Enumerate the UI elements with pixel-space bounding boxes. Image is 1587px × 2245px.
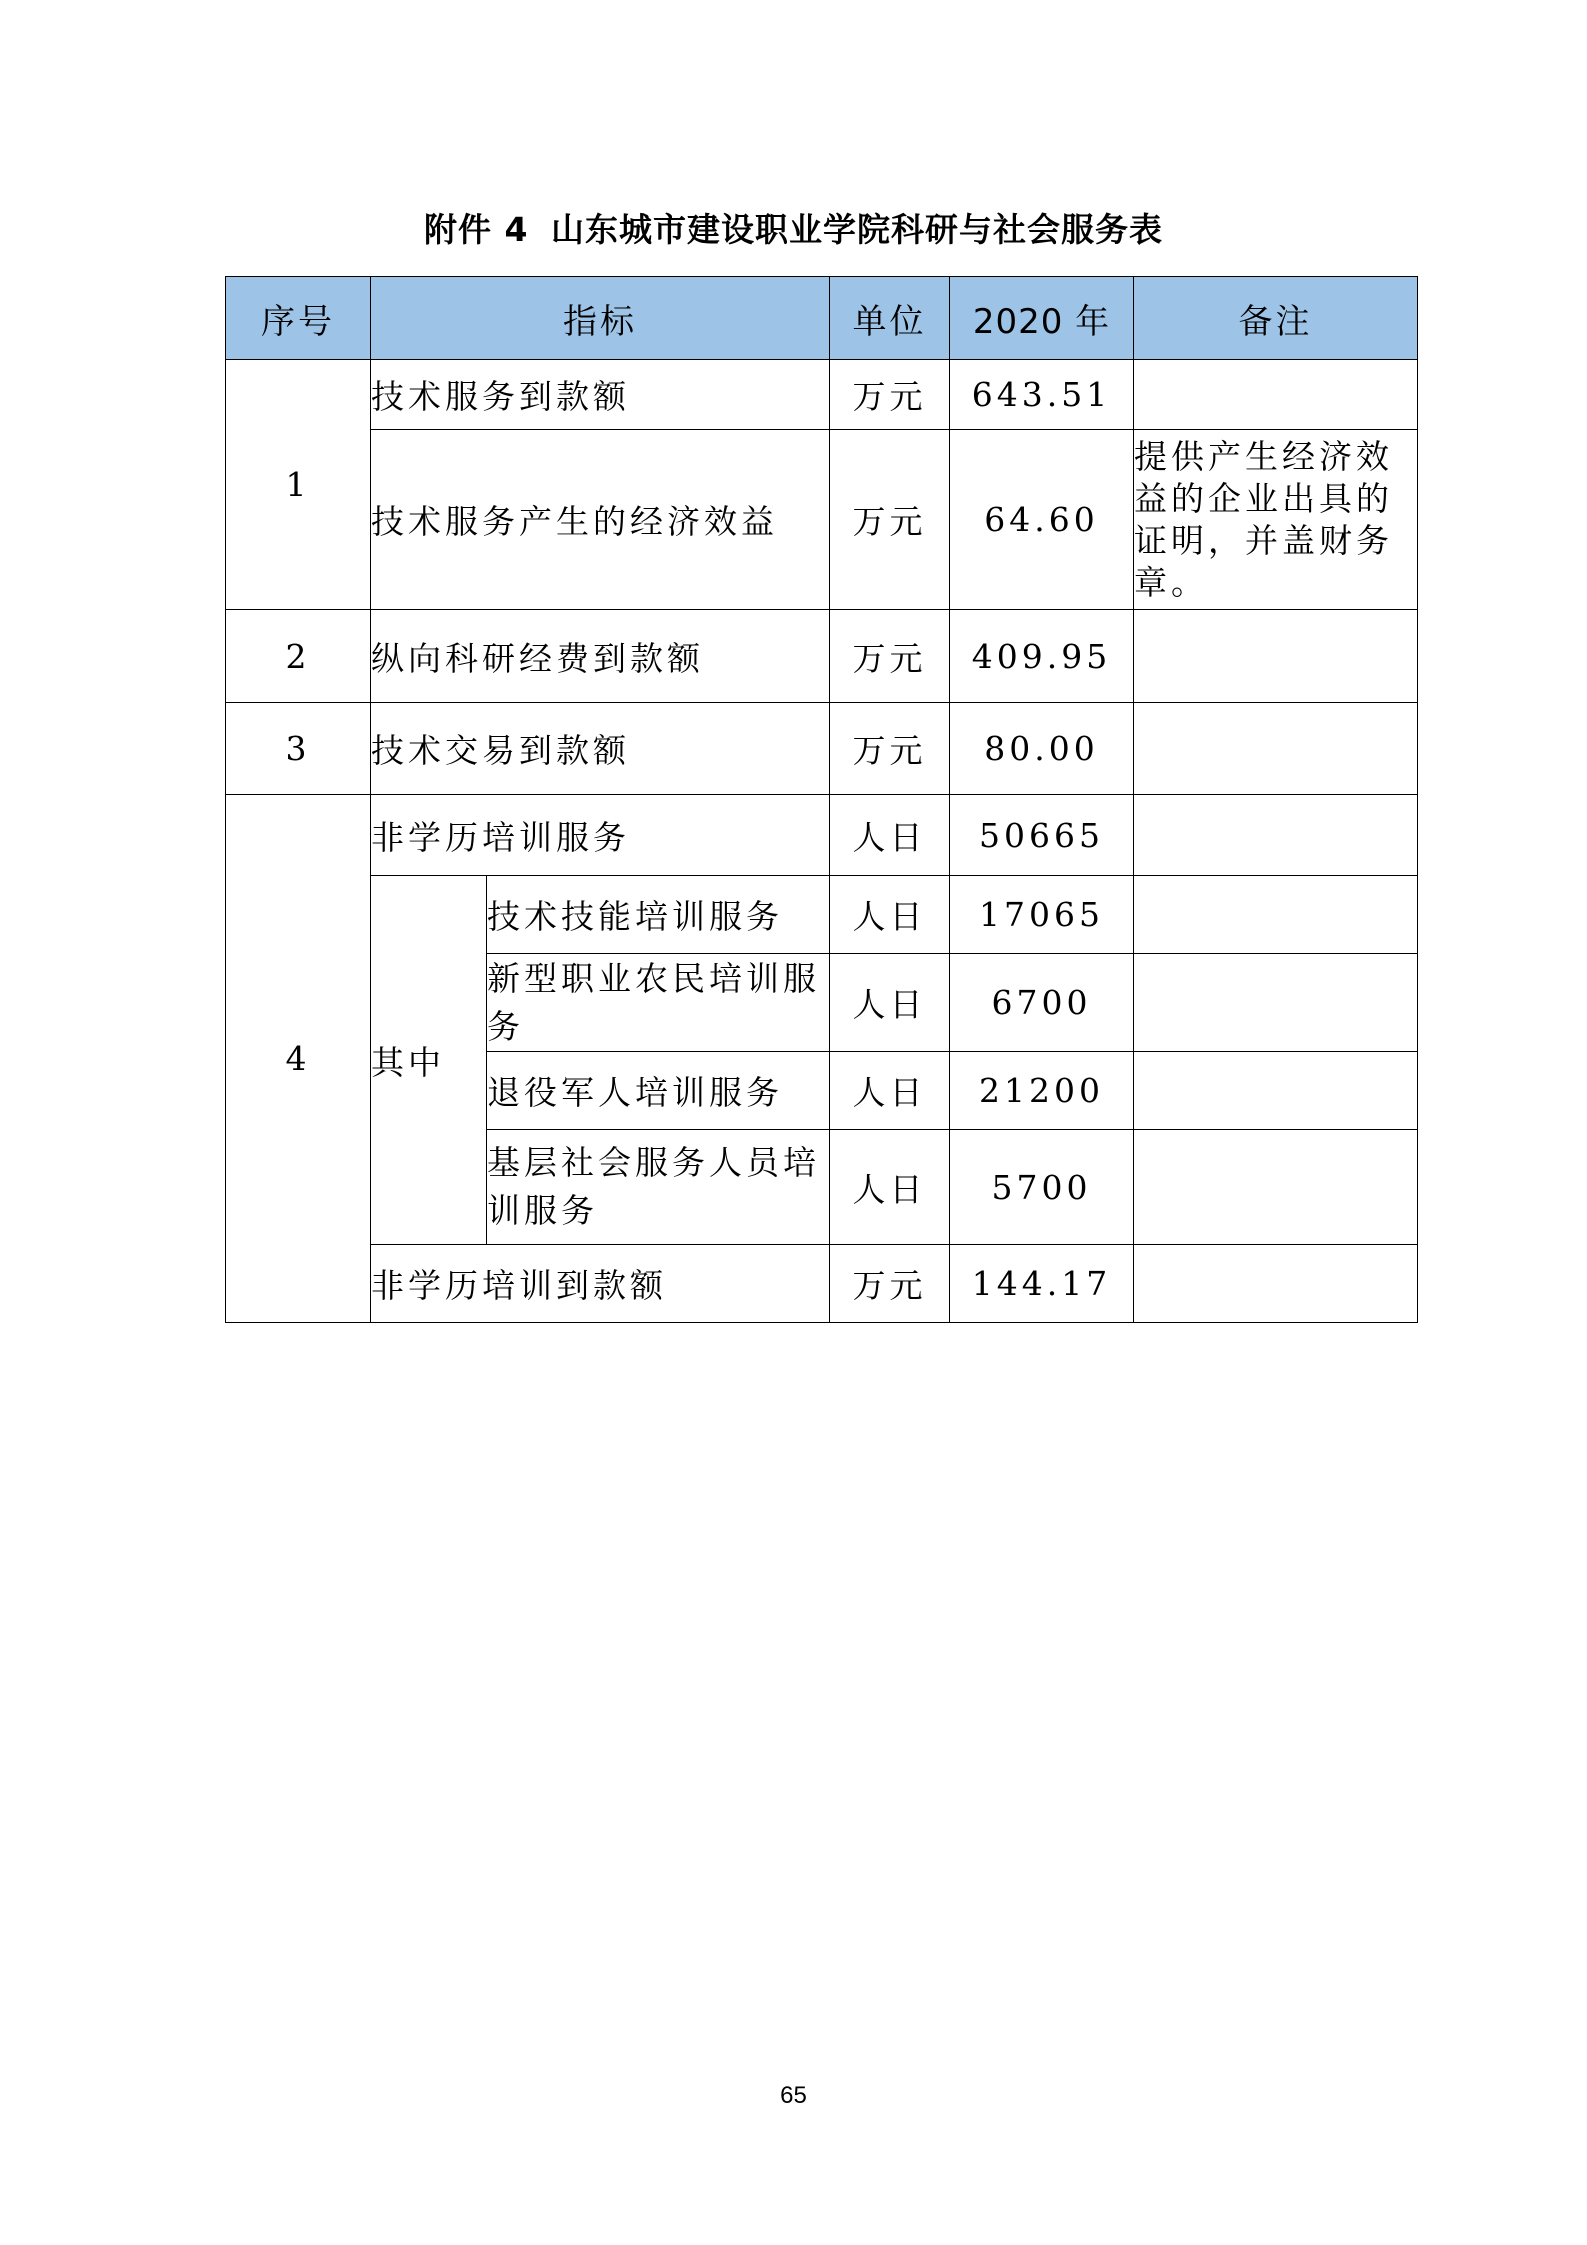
value-cell: 80.00 (950, 703, 1134, 795)
unit-cell: 人日 (830, 795, 950, 876)
remark-cell (1134, 954, 1418, 1052)
unit-cell: 万元 (830, 703, 950, 795)
table-row (226, 1245, 1418, 1323)
value-cell: 409.95 (950, 610, 1134, 703)
indicator-cell: 纵向科研经费到款额 (371, 610, 830, 703)
indicator-cell: 技术服务产生的经济效益 (371, 430, 830, 610)
title-prefix: 附件 (424, 210, 493, 249)
indicator-cell: 基层社会服务人员培训服务 (487, 1130, 830, 1245)
value-cell: 64.60 (950, 430, 1134, 610)
indicator-cell: 新型职业农民培训服务 (487, 954, 830, 1052)
table-row (226, 703, 1418, 795)
service-table (225, 276, 1418, 1323)
value-cell: 50665 (950, 795, 1134, 876)
table-row (226, 430, 1418, 610)
title-number: 4 (504, 210, 529, 249)
seq-cell: 3 (226, 703, 371, 795)
unit-cell: 万元 (830, 610, 950, 703)
value-cell: 5700 (950, 1130, 1134, 1245)
table-row (226, 610, 1418, 703)
remark-cell (1134, 876, 1418, 954)
indicator-cell: 非学历培训到款额 (371, 1245, 830, 1323)
indicator-cell: 技术服务到款额 (371, 360, 830, 430)
value-cell: 643.51 (950, 360, 1134, 430)
seq-cell: 2 (226, 610, 371, 703)
header-seq: 序号 (226, 277, 371, 360)
value-cell: 6700 (950, 954, 1134, 1052)
indicator-cell: 技术交易到款额 (371, 703, 830, 795)
seq-cell: 1 (226, 360, 371, 610)
document-title (0, 205, 1587, 255)
indicator-cell: 技术技能培训服务 (487, 876, 830, 954)
remark-cell (1134, 795, 1418, 876)
remark-cell (1134, 610, 1418, 703)
remark-cell (1134, 1130, 1418, 1245)
unit-cell: 万元 (830, 1245, 950, 1323)
table-row (226, 360, 1418, 430)
remark-cell (1134, 703, 1418, 795)
value-cell: 17065 (950, 876, 1134, 954)
header-indicator: 指标 (371, 277, 830, 360)
value-cell: 21200 (950, 1052, 1134, 1130)
indicator-cell: 退役军人培训服务 (487, 1052, 830, 1130)
table-row (226, 876, 1418, 954)
page-number: 65 (780, 2082, 807, 2109)
header-unit: 单位 (830, 277, 950, 360)
unit-cell: 人日 (830, 954, 950, 1052)
header-remark: 备注 (1134, 277, 1418, 360)
seq-cell: 4 (226, 795, 371, 1323)
remark-cell: 提供产生经济效益的企业出具的证明，并盖财务章。 (1134, 430, 1418, 610)
remark-cell (1134, 360, 1418, 430)
remark-cell (1134, 1052, 1418, 1130)
unit-cell: 人日 (830, 1130, 950, 1245)
unit-cell: 人日 (830, 876, 950, 954)
indicator-cell: 非学历培训服务 (371, 795, 830, 876)
unit-cell: 万元 (830, 360, 950, 430)
sub-group-label: 其中 (371, 876, 487, 1245)
value-cell: 144.17 (950, 1245, 1134, 1323)
header-year: 2020 年 (950, 277, 1134, 360)
table-row (226, 795, 1418, 876)
unit-cell: 人日 (830, 1052, 950, 1130)
title-text: 山东城市建设职业学院科研与社会服务表 (550, 210, 1163, 249)
header-row (226, 277, 1418, 360)
unit-cell: 万元 (830, 430, 950, 610)
remark-cell (1134, 1245, 1418, 1323)
